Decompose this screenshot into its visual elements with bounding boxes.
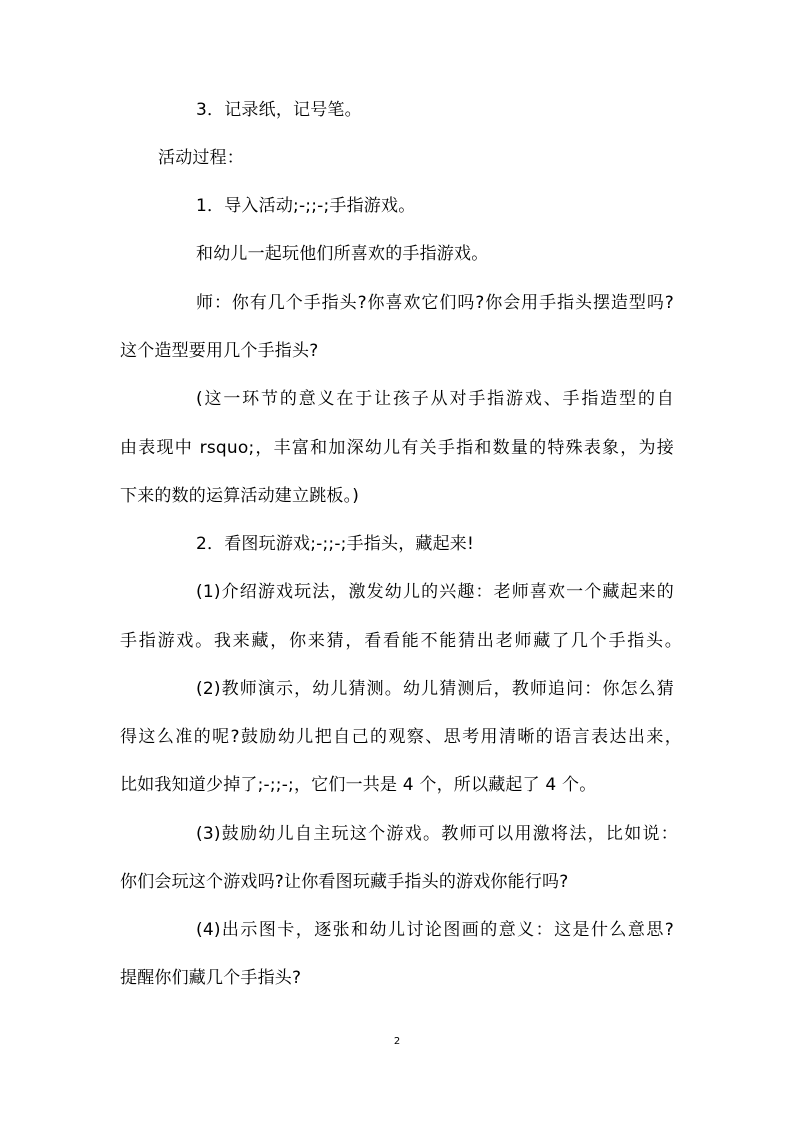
- teacher-question-line-2: 这个造型要用几个手指头?: [120, 341, 319, 361]
- substep-1-line-2: 手指游戏。我来藏，你来猜，看看能不能猜出老师藏了几个手指头。: [120, 631, 682, 651]
- note-line-2: 由表现中 rsquo;，丰富和加深幼儿有关手指和数量的特殊表象，为接: [120, 438, 674, 458]
- substep-3-line-1: (3)鼓励幼儿自主玩这个游戏。教师可以用激将法，比如说：: [196, 824, 678, 844]
- page-number: 2: [393, 1036, 401, 1047]
- substep-4-line-2: 提醒你们藏几个手指头?: [120, 968, 302, 988]
- substep-2-line-3: 比如我知道少掉了;-;;-;，它们一共是 4 个，所以藏起了 4 个。: [120, 775, 597, 795]
- step-1-description: 和幼儿一起玩他们所喜欢的手指游戏。: [196, 244, 489, 264]
- heading-activity-process: 活动过程：: [158, 148, 244, 168]
- paragraph-materials-3: 3．记录纸，记号笔。: [196, 100, 362, 120]
- teacher-question-line-1: 师：你有几个手指头?你喜欢它们吗?你会用手指头摆造型吗?: [196, 293, 674, 313]
- note-line-3: 下来的数的运算活动建立跳板。): [120, 486, 360, 506]
- substep-2-line-1: (2)教师演示，幼儿猜测。幼儿猜测后，教师追问：你怎么猜: [196, 679, 674, 699]
- step-1-title: 1．导入活动;-;;-;手指游戏。: [196, 196, 416, 216]
- note-line-1: (这一环节的意义在于让孩子从对手指游戏、手指造型的自: [196, 389, 674, 409]
- step-2-title: 2．看图玩游戏;-;;-;手指头，藏起来!: [196, 534, 475, 554]
- substep-2-line-2: 得这么准的呢?鼓励幼儿把自己的观察、思考用清晰的语言表达出来，: [120, 727, 682, 747]
- substep-1-line-1: (1)介绍游戏玩法，激发幼儿的兴趣：老师喜欢一个藏起来的: [196, 582, 674, 602]
- substep-3-line-2: 你们会玩这个游戏吗?让你看图玩藏手指头的游戏你能行吗?: [120, 872, 569, 892]
- substep-4-line-1: (4)出示图卡，逐张和幼儿讨论图画的意义：这是什么意思?: [196, 920, 674, 940]
